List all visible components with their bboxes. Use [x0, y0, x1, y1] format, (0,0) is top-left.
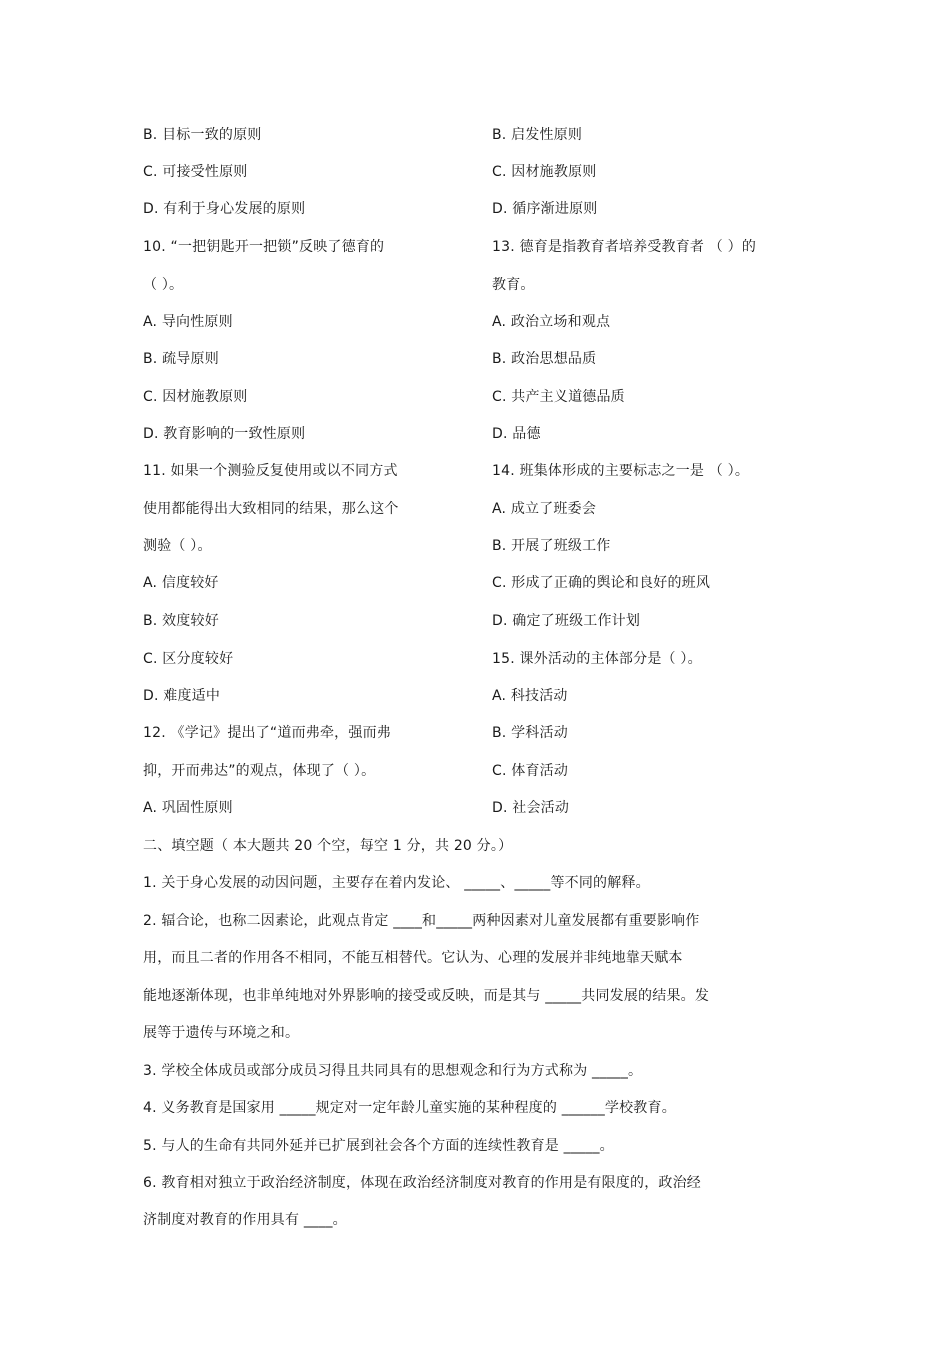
option-line: A. 巩固性原则	[143, 800, 233, 816]
question-11-cont: 使用都能得出大致相同的结果，那么这个	[143, 501, 399, 517]
section-title: 二、填空题（ 本大题共 20 个空，每空 1 分，共 20 分。）	[143, 838, 513, 854]
option-line: A. 导向性原则	[143, 314, 233, 330]
question-15: 15. 课外活动的主体部分是（ ）。	[492, 651, 702, 667]
option-line: C. 形成了正确的舆论和良好的班风	[492, 575, 711, 591]
question-12: 12. 《学记》提出了“道而弗牵，强而弗	[143, 725, 391, 741]
question-11-cont: 测验（ ）。	[143, 538, 212, 554]
option-line: B. 疏导原则	[143, 351, 219, 367]
fill-question-5: 5. 与人的生命有共同外延并已扩展到社会各个方面的连续性教育是 _____。	[143, 1138, 614, 1154]
option-line: D. 难度适中	[143, 688, 221, 704]
option-line: C. 因材施教原则	[143, 389, 248, 405]
option-line: B. 学科活动	[492, 725, 568, 741]
option-line: D. 有利于身心发展的原则	[143, 201, 306, 217]
option-line: C. 区分度较好	[143, 651, 234, 667]
option-line: D. 社会活动	[492, 800, 570, 816]
question-11: 11. 如果一个测验反复使用或以不同方式	[143, 463, 398, 479]
option-line: A. 政治立场和观点	[492, 314, 611, 330]
option-line: B. 启发性原则	[492, 127, 583, 143]
question-13: 13. 德育是指教育者培养受教育者 （ ）的	[492, 239, 757, 255]
question-14: 14. 班集体形成的主要标志之一是 （ ）。	[492, 463, 750, 479]
option-line: C. 可接受性原则	[143, 164, 248, 180]
option-line: A. 科技活动	[492, 688, 568, 704]
fill-question-2: 2. 辐合论，也称二因素论，此观点肯定 ____和_____两种因素对儿童发展都有重要影响作	[143, 913, 700, 929]
fill-question-4: 4. 义务教育是国家用 _____规定对一定年龄儿童实施的某种程度的 ______学校教育。	[143, 1100, 676, 1116]
option-line: C. 体育活动	[492, 763, 569, 779]
option-line: B. 政治思想品质	[492, 351, 597, 367]
fill-question-2-cont: 能地逐渐体现，也非单纯地对外界影响的接受或反映，而是其与 _____共同发展的结果。发	[143, 988, 710, 1004]
option-line: D. 教育影响的一致性原则	[143, 426, 306, 442]
option-line: D. 循序渐进原则	[492, 201, 598, 217]
question-10: 10. “一把钥匙开一把锁”反映了德育的	[143, 239, 385, 255]
fill-question-6-cont: 济制度对教育的作用具有 ____。	[143, 1212, 347, 1228]
option-line: A. 成立了班委会	[492, 501, 597, 517]
option-line: B. 效度较好	[143, 613, 219, 629]
option-line: D. 确定了班级工作计划	[492, 613, 641, 629]
question-13-cont: 教育。	[492, 277, 535, 293]
question-12-cont: 抑，开而弗达”的观点，体现了（ ）。	[143, 763, 376, 779]
option-line: A. 信度较好	[143, 575, 219, 591]
option-line: C. 因材施教原则	[492, 164, 597, 180]
fill-question-1: 1. 关于身心发展的动因问题，主要存在着内发论、 _____、_____等不同的解释。	[143, 875, 650, 891]
option-line: D. 品德	[492, 426, 541, 442]
fill-question-2-cont: 展等于遗传与环境之和。	[143, 1025, 300, 1041]
option-line: C. 共产主义道德品质	[492, 389, 625, 405]
option-line: B. 开展了班级工作	[492, 538, 611, 554]
option-line: B. 目标一致的原则	[143, 127, 262, 143]
fill-question-3: 3. 学校全体成员或部分成员习得且共同具有的思想观念和行为方式称为 _____。	[143, 1063, 643, 1079]
fill-question-6: 6. 教育相对独立于政治经济制度，体现在政治经济制度对教育的作用是有限度的，政治经	[143, 1175, 702, 1191]
fill-question-2-cont: 用，而且二者的作用各不相同，不能互相替代。它认为、心理的发展并非纯地靠天赋本	[143, 950, 683, 966]
question-10-cont: （ ）。	[143, 277, 184, 293]
